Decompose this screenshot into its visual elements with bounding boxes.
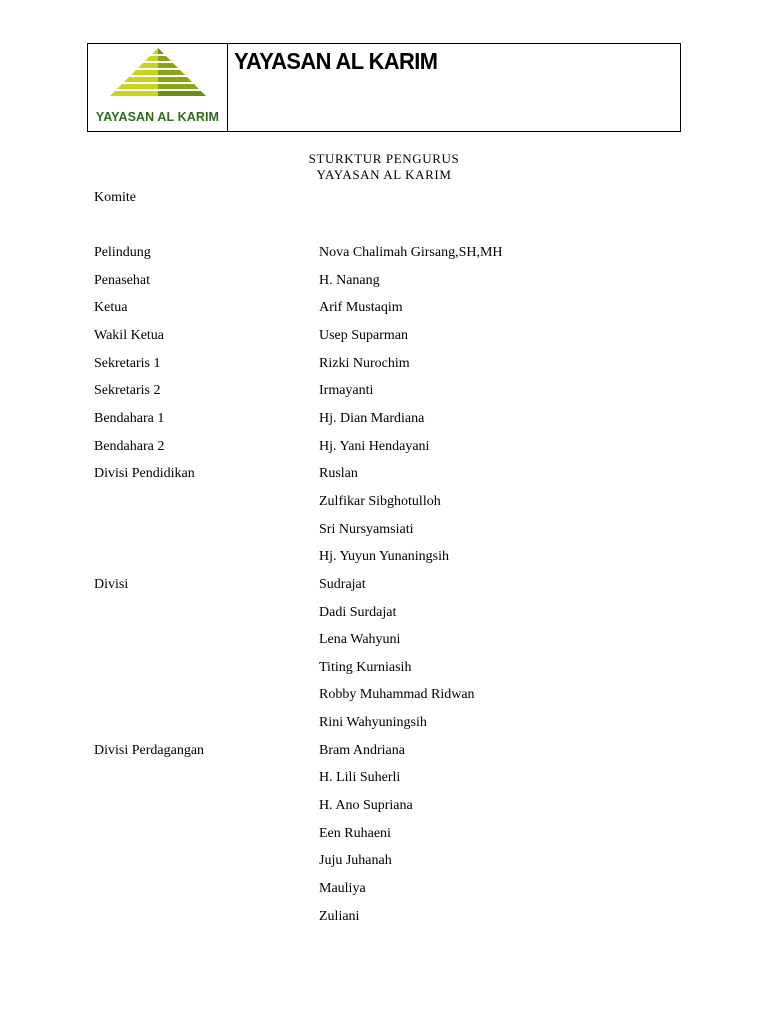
document-subheading: YAYASAN AL KARIM — [316, 167, 452, 182]
role-label: Sekretaris 2 — [94, 383, 161, 399]
committee-row — [0, 549, 768, 569]
committee-row — [0, 909, 768, 929]
committee-row — [0, 300, 768, 320]
logo-wordmark: YAYASAN AL KARIM — [95, 110, 220, 124]
title-cell — [228, 44, 680, 131]
member-name: Dadi Surdajat — [319, 604, 397, 620]
committee-row — [0, 273, 768, 293]
committee-row — [0, 660, 768, 680]
role-label: Sekretaris 1 — [94, 355, 161, 371]
member-name: Zuliani — [319, 908, 360, 924]
committee-row — [0, 632, 768, 652]
section-label: Komite — [94, 190, 136, 205]
committee-row — [0, 494, 768, 514]
committee-row — [0, 826, 768, 846]
member-name: H. Ano Supriana — [319, 798, 413, 813]
role-label: Divisi Perdagangan — [94, 742, 205, 758]
committee-row — [0, 522, 768, 542]
member-name: Rizki Nurochim — [319, 355, 410, 371]
pyramid-logo-icon — [110, 46, 206, 110]
member-name: Juju Juhanah — [319, 853, 392, 869]
role-label: Ketua — [94, 300, 128, 316]
committee-row — [0, 466, 768, 486]
member-name: Ruslan — [319, 466, 358, 482]
committee-row — [0, 605, 768, 625]
committee-row — [0, 411, 768, 431]
logo-cell — [88, 44, 228, 131]
organization-title: YAYASAN AL KARIM — [234, 48, 438, 74]
committee-row — [0, 881, 768, 901]
member-name: H. Nanang — [319, 272, 380, 288]
member-name: Rini Wahyuningsih — [319, 715, 427, 730]
member-name: Lena Wahyuni — [319, 632, 401, 648]
member-name: Irmayanti — [319, 383, 374, 399]
role-label: Pelindung — [94, 245, 151, 260]
member-name: Mauliya — [319, 880, 366, 896]
committee-row — [0, 687, 768, 707]
document-heading: STURKTUR PENGURUS — [308, 151, 460, 166]
committee-row — [0, 245, 768, 265]
member-name: Arif Mustaqim — [319, 300, 403, 316]
committee-row — [0, 328, 768, 348]
member-name: H. Lili Suherli — [319, 770, 401, 786]
role-label: Wakil Ketua — [94, 327, 165, 343]
role-label: Divisi — [94, 576, 129, 592]
committee-row — [0, 356, 768, 376]
role-label: Divisi Pendidikan — [94, 466, 195, 482]
committee-row — [0, 383, 768, 403]
committee-row — [0, 853, 768, 873]
committee-row — [0, 715, 768, 735]
letterhead — [87, 43, 681, 132]
member-name: Een Ruhaeni — [319, 825, 391, 841]
committee-row — [0, 577, 768, 597]
member-name: Zulfikar Sibghotulloh — [319, 493, 441, 509]
committee-row — [0, 439, 768, 459]
role-label: Penasehat — [94, 272, 150, 288]
committee-row — [0, 798, 768, 818]
role-label: Bendahara 1 — [94, 410, 165, 426]
member-name: Hj. Yani Hendayani — [319, 438, 430, 454]
committee-row — [0, 770, 768, 790]
member-name: Bram Andriana — [319, 742, 405, 758]
member-name: Robby Muhammad Ridwan — [319, 687, 475, 703]
member-name: Titing Kurniasih — [319, 659, 412, 675]
member-name: Sudrajat — [319, 576, 366, 592]
member-name: Usep Suparman — [319, 327, 409, 343]
role-label: Bendahara 2 — [94, 438, 165, 454]
member-name: Hj. Yuyun Yunaningsih — [319, 549, 450, 565]
member-name: Sri Nursyamsiati — [319, 521, 414, 537]
committee-row — [0, 743, 768, 763]
member-name: Hj. Dian Mardiana — [319, 410, 425, 426]
member-name: Nova Chalimah Girsang,SH,MH — [319, 245, 503, 260]
